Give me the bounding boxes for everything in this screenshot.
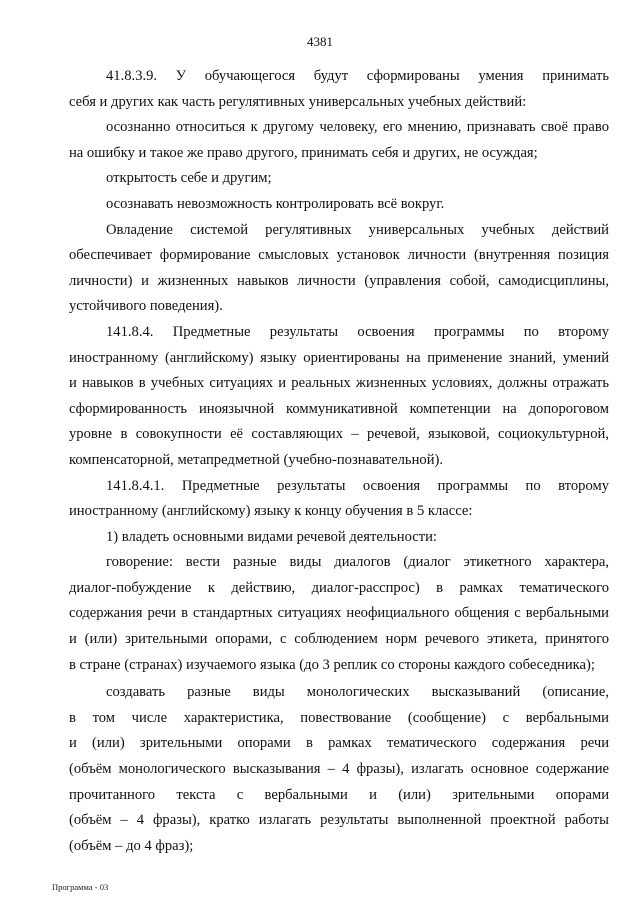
paragraph-monologue-line: (объём – до 4 фраз); <box>69 837 194 854</box>
body-text <box>69 64 609 859</box>
paragraph-141-8-4-line: 141.8.4. Предметные результаты освоения программы по второму <box>106 323 609 340</box>
list-item-accept-others-line: осознанно относиться к другому человеку, его мнению, признавать своё право <box>106 119 609 136</box>
paragraph-speaking-line: диалог-побуждение к действию, диалог-расспрос) в рамках тематического <box>69 579 609 596</box>
paragraph-monologue-line: (объём монологического высказывания – 4 фразы), излагать основное содержание <box>69 761 609 778</box>
paragraph-141-8-4-line: уровне в совокупности её составляющих – речевой, языковой, социокультурной, <box>69 426 609 443</box>
paragraph-monologue-line: создавать разные виды монологических высказываний (описание, <box>106 684 609 701</box>
paragraph-monologue-line: в том числе характеристика, повествование (сообщение) с вербальными <box>69 709 609 726</box>
paragraph-141-8-4-line: и навыков в учебных ситуациях и реальных жизненных условиях, должны отражать <box>69 375 609 392</box>
paragraph-regulative-line: устойчивого поведения). <box>69 298 223 315</box>
paragraph-141-8-4-1-line: иностранному (английскому) языку к концу обучения в 5 классе: <box>69 503 473 520</box>
paragraph-monologue-line: и (или) зрительными опорами в рамках тематического содержания речи <box>69 735 609 752</box>
paragraph-141-8-4-line: компенсаторной, метапредметной (учебно-познавательной). <box>69 451 444 468</box>
list-item-openness: открытость себе и другим; <box>106 170 272 187</box>
list-item-speech-activity: 1) владеть основными видами речевой деятельности: <box>106 528 437 545</box>
page-number: 4381 <box>307 34 333 49</box>
paragraph-speaking-line: и (или) зрительными опорами, с соблюдением норм речевого этикета, принятого <box>69 631 609 648</box>
footer-label: Программа - 03 <box>52 882 109 892</box>
paragraph-monologue-line: (объём – 4 фразы), кратко излагать результаты выполненной проектной работы <box>69 812 609 829</box>
paragraph-41-8-3-9-line: себя и других как часть регулятивных универсальных учебных действий: <box>69 93 527 110</box>
paragraph-speaking-line: говорение: вести разные виды диалогов (диалог этикетного характера, <box>106 554 609 571</box>
paragraph-monologue-line: прочитанного текста с вербальными и (или) зрительными опорами <box>69 786 609 803</box>
paragraph-regulative-line: обеспечивает формирование смысловых установок личности (внутренняя позиция <box>69 247 609 264</box>
paragraph-speaking-line: в стране (странах) изучаемого языка (до 3 реплик со стороны каждого собеседника); <box>69 656 595 673</box>
paragraph-41-8-3-9-line: 41.8.3.9. У обучающегося будут сформированы умения принимать <box>106 68 609 84</box>
paragraph-regulative-line: личности) и жизненных навыков личности (управления собой, самодисциплины, <box>69 272 609 289</box>
paragraph-141-8-4-line: иностранному (английскому) языку ориентированы на применение знаний, умений <box>69 349 609 366</box>
list-item-control: осознавать невозможность контролировать всё вокруг. <box>106 195 445 212</box>
paragraph-regulative-line: Овладение системой регулятивных универсальных учебных действий <box>106 221 609 238</box>
paragraph-speaking-line: содержания речи в стандартных ситуациях неофициального общения с вербальными <box>69 605 609 622</box>
paragraph-141-8-4-1-line: 141.8.4.1. Предметные результаты освоения программы по второму <box>106 477 609 494</box>
list-item-accept-others-line: на ошибку и такое же право другого, принимать себя и других, не осуждая; <box>69 144 538 161</box>
paragraph-141-8-4-line: сформированность иноязычной коммуникативной компетенции на допороговом <box>69 400 609 417</box>
